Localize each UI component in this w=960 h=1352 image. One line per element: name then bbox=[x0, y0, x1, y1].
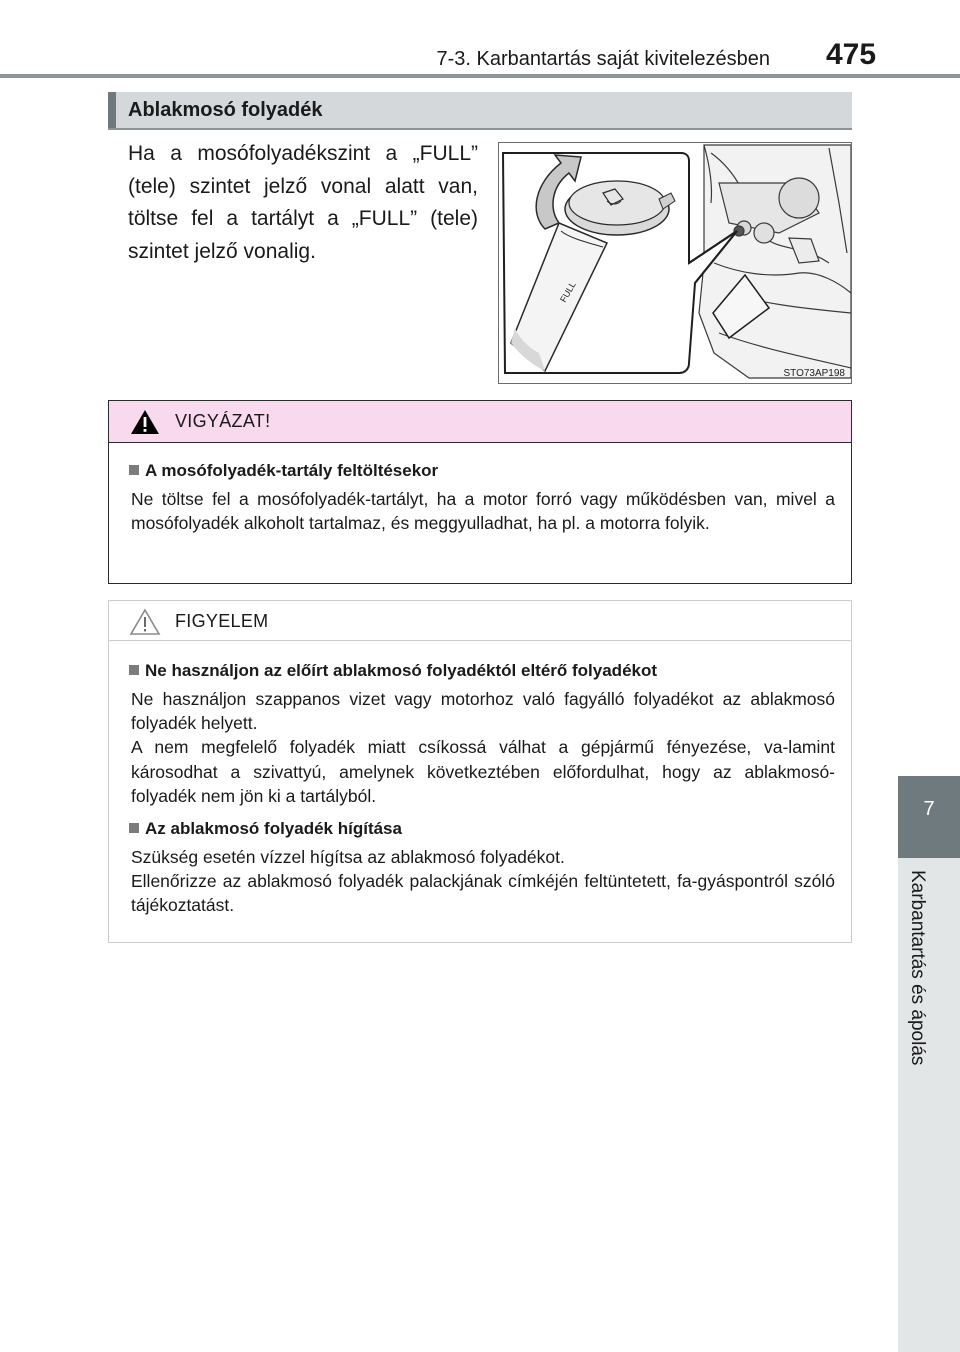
header-divider bbox=[0, 74, 960, 78]
full-level-mark: FULL bbox=[558, 279, 578, 304]
washer-reservoir-illustration bbox=[498, 142, 852, 384]
bullet-square-icon bbox=[129, 465, 139, 475]
engine-bay-drawing bbox=[499, 143, 851, 383]
notice-item-heading-text: Ne használjon az előírt ablakmosó folyadéktól eltérő folyadékot bbox=[145, 661, 658, 680]
caution-box bbox=[108, 400, 852, 584]
notice-item-paragraph: Ellenőrizze az ablakmosó folyadék palackjának címkéjén feltüntetett, fa-gyáspontról szóló tájékoztatást. bbox=[131, 871, 835, 916]
chapter-label bbox=[907, 870, 952, 1110]
caution-item-heading bbox=[129, 461, 438, 481]
notice-item-paragraph: Ne használjon szappanos vizet vagy motorhoz való fagyálló folyadékot az ablakmosó folyadék helyett. bbox=[131, 689, 835, 734]
bullet-square-icon bbox=[129, 823, 139, 833]
figure-id: STO73AP198 bbox=[783, 368, 845, 379]
notice-item-paragraph: A nem megfelelő folyadék miatt csíkossá válhat a gépjármű fényezése, va-lamint károsodhat a szivattyú, amelynek következtében előfordulhat, hogy az ablakmosó-folyadék nem jön ki a tartályból. bbox=[131, 737, 835, 806]
chapter-number: 7 bbox=[923, 798, 935, 820]
page-header bbox=[0, 0, 960, 78]
caution-item-body bbox=[131, 487, 835, 535]
section-title: Ablakmosó folyadék bbox=[128, 99, 323, 121]
page-number: 475 bbox=[826, 38, 877, 71]
chapter-section-title: 7-3. Karbantartás saját kivitelezésben bbox=[436, 48, 770, 70]
warning-triangle-outline-icon bbox=[129, 608, 161, 636]
notice-item-body bbox=[131, 687, 835, 808]
notice-label: FIGYELEM bbox=[175, 611, 269, 631]
caution-label: VIGYÁZAT! bbox=[175, 411, 271, 431]
notice-item-heading-text: Az ablakmosó folyadék hígítása bbox=[145, 819, 402, 838]
chapter-label-text: Karbantartás és ápolás bbox=[907, 870, 928, 1066]
caution-item-heading-text: A mosófolyadék-tartály feltöltésekor bbox=[145, 461, 439, 480]
notice-item-paragraph: Szükség esetén vízzel hígítsa az ablakmosó folyadékot. bbox=[131, 847, 565, 867]
warning-triangle-icon bbox=[129, 408, 161, 436]
chapter-tab[interactable] bbox=[898, 776, 960, 858]
caution-item-paragraph: Ne töltse fel a mosófolyadék-tartályt, ha a motor forró vagy működésben van, mivel a mosófolyadék alkoholt tartalmaz, és meggyulladhat, ha pl. a motorra folyik. bbox=[131, 489, 835, 534]
notice-header bbox=[109, 601, 851, 641]
notice-item-body bbox=[131, 845, 835, 918]
notice-item-heading bbox=[129, 661, 657, 681]
notice-box bbox=[108, 600, 852, 943]
bullet-square-icon bbox=[129, 665, 139, 675]
notice-item-heading bbox=[129, 819, 402, 839]
section-header-bar bbox=[108, 92, 116, 128]
intro-paragraph: Ha a mosófolyadékszint a „FULL” (tele) szintet jelző vonal alatt van, töltse fel a tartályt a „FULL” (tele) szintet jelző vonalig. bbox=[128, 142, 478, 263]
caution-header bbox=[109, 401, 851, 443]
section-header bbox=[108, 92, 852, 130]
